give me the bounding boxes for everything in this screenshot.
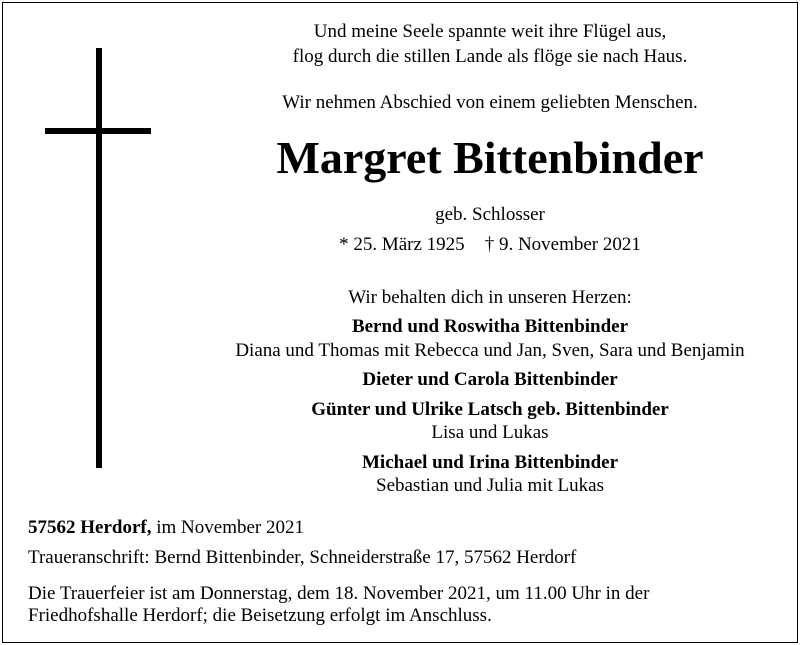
death-date: † 9. November 2021 (484, 234, 641, 255)
birth-date: * 25. März 1925 (339, 234, 465, 255)
family-head-3: Günter und Ulrike Latsch geb. Bittenbinder (311, 399, 669, 420)
ceremony-line-2: Friedhofshalle Herdorf; die Beisetzung erfolgt im Anschluss. (28, 605, 492, 626)
maiden-name: geb. Schlosser (435, 204, 545, 225)
family-sub-3: Lisa und Lukas (431, 422, 549, 443)
cross-vertical-bar (96, 48, 102, 468)
ceremony-line-1: Die Trauerfeier ist am Donnerstag, dem 18. November 2021, um 11.00 Uhr in der (28, 583, 650, 604)
hearts-text: Wir behalten dich in unseren Herzen: (348, 287, 632, 308)
place-date-line (28, 516, 304, 539)
place: 57562 Herdorf, (28, 517, 152, 538)
family-sub-4: Sebastian und Julia mit Lukas (376, 475, 604, 496)
cross-horizontal-bar (45, 128, 151, 134)
family-head-2: Dieter und Carola Bittenbinder (362, 369, 618, 390)
life-dates (180, 233, 800, 256)
family-head-1: Bernd und Roswitha Bittenbinder (351, 316, 629, 337)
deceased-name: Margret Bittenbinder (276, 132, 704, 183)
farewell-text: Wir nehmen Abschied von einem geliebten Menschen. (282, 92, 698, 113)
family-sub-1: Diana und Thomas mit Rebecca und Jan, Sven, Sara und Benjamin (235, 340, 745, 361)
poem-line-1: Und meine Seele spannte weit ihre Flügel aus, (313, 21, 667, 42)
family-head-4: Michael und Irina Bittenbinder (362, 452, 618, 473)
poem-line-2: flog durch die stillen Lande als flöge sie nach Haus. (292, 46, 688, 67)
notice-date: im November 2021 (151, 517, 304, 538)
mourning-address: Traueranschrift: Bernd Bittenbinder, Schneiderstraße 17, 57562 Herdorf (28, 547, 577, 568)
